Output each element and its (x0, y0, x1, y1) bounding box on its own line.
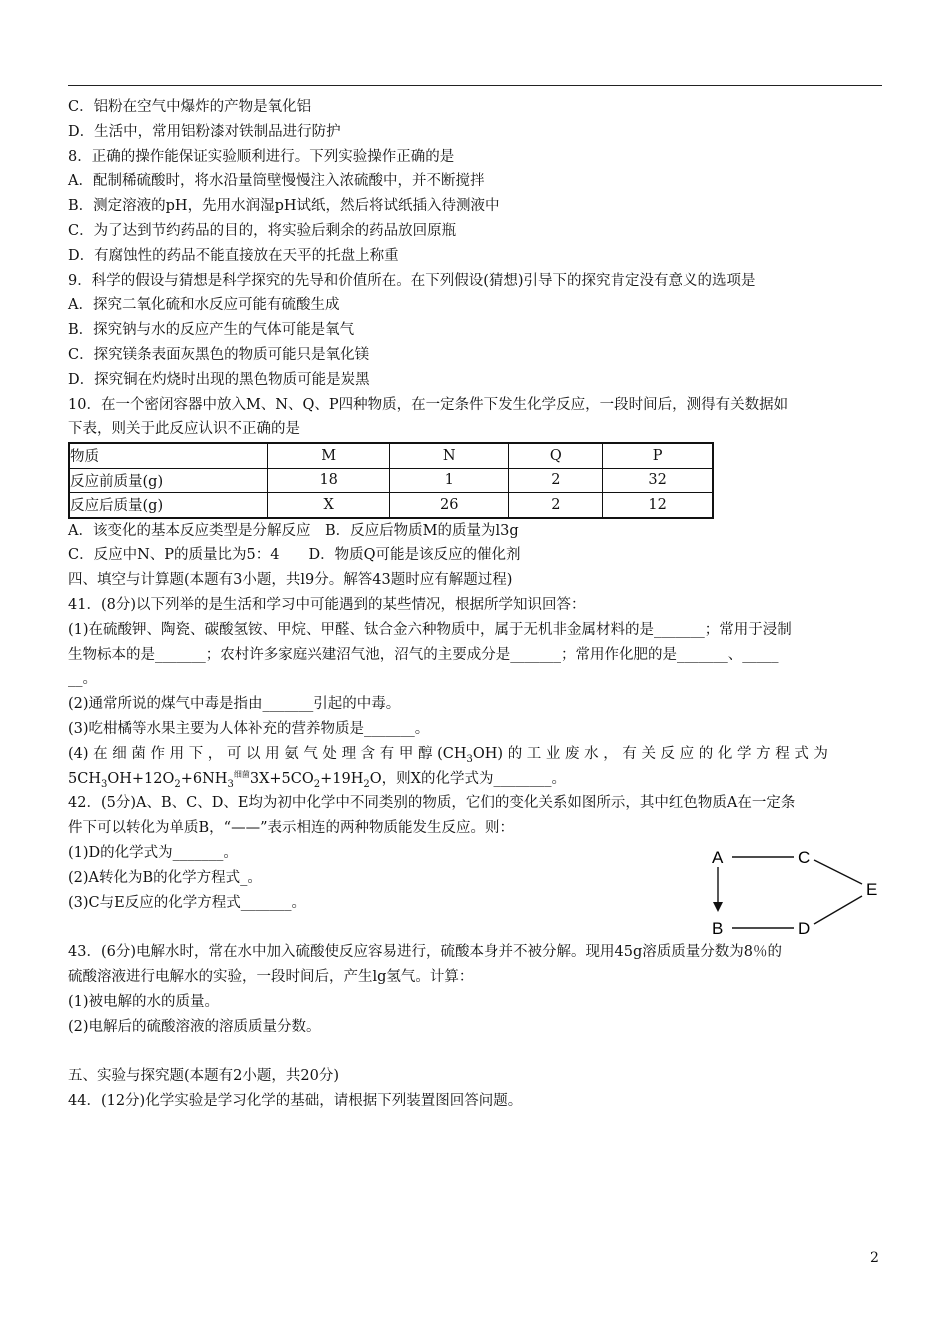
question-42-2: (2)A转化为B的化学方程式_。 (68, 869, 262, 886)
option-9b: B．探究钠与水的反应产生的气体可能是氧气 (68, 322, 355, 339)
chemical-equation: $5CH_3OH+12O_2+6NH_3^{细菌}3X+5CO_2+19H_2O$，则X的化学式为________。 (68, 769, 566, 790)
options-10-ab: A．该变化的基本反应类型是分解反应 B．反应后物质M的质量为l3g (68, 522, 519, 539)
table-cell: X (268, 493, 390, 518)
question-10-cont: 下表，则关于此反应认识不正确的是 (68, 421, 300, 438)
question-41-1: (1)在硫酸钾、陶瓷、碳酸氢铵、甲烷、甲醛、钛合金六种物质中，属于无机非金属材料的是_______；常用于浸制 (68, 621, 792, 638)
table-cell: 2 (509, 493, 603, 518)
node-c: C (798, 848, 811, 867)
question-42: 42．(5分)A、B、C、D、E均为初中化学中不同类别的物质，它们的变化关系如图所示，其中红色物质A在一定条 (68, 795, 796, 812)
table-cell: 反应后质量(g) (69, 493, 268, 518)
arrow-head-icon (713, 902, 723, 912)
table-row (69, 468, 713, 493)
node-e: E (866, 880, 878, 899)
table-cell: 32 (603, 468, 713, 493)
table-cell: 18 (268, 468, 390, 493)
table-header-cell: M (268, 443, 390, 468)
table-header-cell: P (603, 443, 713, 468)
section-5-heading: 五、实验与探究题(本题有2小题，共20分) (68, 1068, 339, 1085)
table-header-cell: Q (509, 443, 603, 468)
question-43-1: (1)被电解的水的质量。 (68, 993, 220, 1010)
table-header-cell: 物质 (69, 443, 268, 468)
option-7c: C．铝粉在空气中爆炸的产物是氧化铝 (68, 99, 312, 115)
table-row (69, 443, 713, 468)
document-body (68, 95, 882, 1114)
header-rule (68, 85, 882, 86)
mass-data-table (68, 442, 714, 519)
reaction-condition: 细菌 (233, 769, 250, 779)
link-d-e (814, 896, 862, 924)
table-header-cell: N (389, 443, 509, 468)
question-42-3: (3)C与E反应的化学方程式_______。 (68, 894, 306, 911)
option-7d: D．生活中，常用铝粉漆对铁制品进行防护 (68, 123, 341, 140)
question-41-3: (3)吃柑橘等水果主要为人体补充的营养物质是_______。 (68, 721, 430, 738)
option-8b: B．测定溶液的pH，先用水润湿pH试纸，然后将试纸插入待测液中 (68, 198, 500, 215)
relation-diagram (700, 840, 890, 950)
question-43-cont: 硫酸溶液进行电解水的实验，一段时间后，产生lg氢气。计算： (68, 969, 474, 985)
option-8d: D．有腐蚀性的药品不能直接放在天平的托盘上称重 (68, 247, 399, 264)
table-cell: 2 (509, 468, 603, 493)
question-41-1-end: __。 (68, 671, 97, 688)
option-9c: C．探究镁条表面灰黑色的物质可能只是氧化镁 (68, 346, 370, 363)
question-42-1: (1)D的化学式为_______。 (68, 845, 238, 862)
question-41-1-cont: 生物标本的是_______；农村许多家庭兴建沼气池，沼气的主要成分是_______；常用作化肥的是_______、_____ (68, 646, 779, 663)
question-43-2: (2)电解后的硫酸溶液的溶质质量分数。 (68, 1018, 321, 1035)
question-41: 41．(8分)以下列举的是生活和学习中可能遇到的某些情况，根据所学知识回答： (68, 597, 586, 614)
node-d: D (798, 919, 811, 938)
table-cell: 1 (389, 468, 509, 493)
table-cell: 反应前质量(g) (69, 468, 268, 493)
option-8a: A．配制稀硫酸时，将水沿量筒壁慢慢注入浓硫酸中，并不断搅拌 (68, 173, 485, 190)
question-8: 8．正确的操作能保证实验顺利进行。下列实验操作正确的是 (68, 148, 455, 165)
table-row (69, 493, 713, 518)
question-44: 44．(12分)化学实验是学习化学的基础，请根据下列装置图回答问题。 (68, 1092, 523, 1109)
node-b: B (712, 919, 724, 938)
option-8c: C．为了达到节约药品的目的，将实验后剩余的药品放回原瓶 (68, 222, 457, 239)
question-43: 43．(6分)电解水时，常在水中加入硫酸使反应容易进行，硫酸本身并不被分解。现用45g溶质质量分数为8％的 (68, 944, 782, 961)
option-9a: A．探究二氧化硫和水反应可能有硫酸生成 (68, 297, 340, 314)
question-9: 9．科学的假设与猜想是科学探究的先导和价值所在。在下列假设(猜想)引导下的探究肯定没有意义的选项是 (68, 272, 756, 289)
node-a: A (712, 848, 724, 867)
link-c-e (814, 860, 862, 884)
table-cell: 26 (389, 493, 509, 518)
section-4-heading: 四、填空与计算题(本题有3小题，共l9分。解答43题时应有解题过程) (68, 572, 513, 589)
option-9d: D．探究铜在灼烧时出现的黑色物质可能是炭黑 (68, 371, 370, 388)
question-41-2: (2)通常所说的煤气中毒是指由_______引起的中毒。 (68, 696, 401, 713)
question-41-4: (4) 在 细 菌 作 用 下 ， 可 以 用 氨 气 处 理 含 有 甲 醇 $(CH_3OH)$ 的 工 业 废 水 ， 有 关 反 应 的 化 学 方 程 式 为 (68, 745, 828, 765)
question-10: 10．在一个密闭容器中放入M、N、Q、P四种物质，在一定条件下发生化学反应，一段时间后，测得有关数据如 (68, 396, 789, 413)
question-42-cont: 件下可以转化为单质B，“——”表示相连的两种物质能发生反应。则： (68, 820, 514, 837)
table-cell: 12 (603, 493, 713, 518)
page-number: 2 (870, 1250, 879, 1266)
options-10-cd: C．反应中N、P的质量比为5：4 D．物质Q可能是该反应的催化剂 (68, 547, 521, 564)
